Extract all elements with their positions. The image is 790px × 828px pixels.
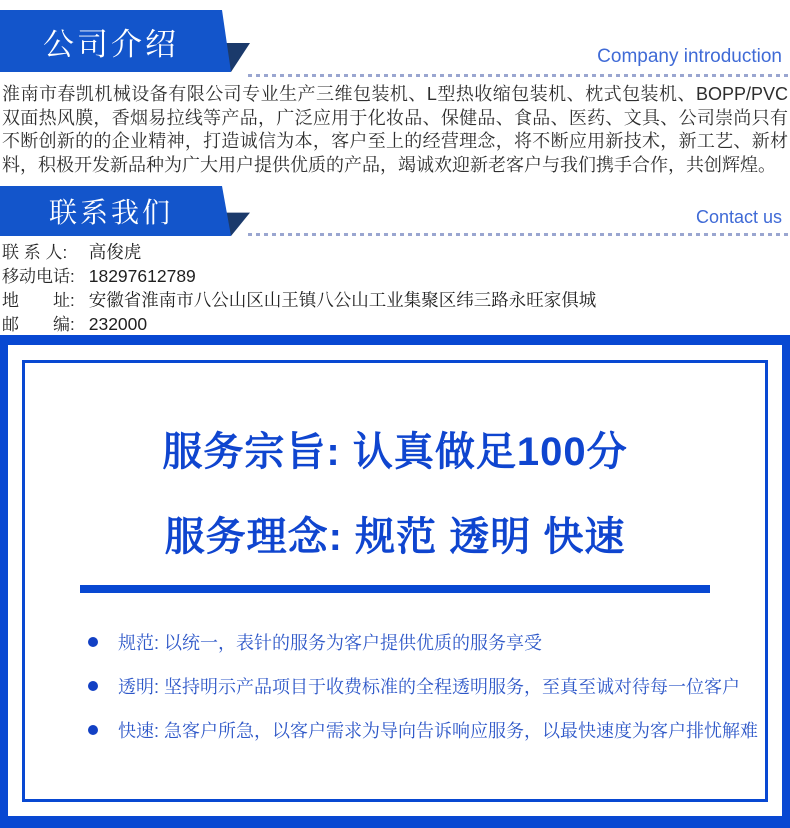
service-bullet-transparent <box>88 674 752 698</box>
bullet-dot-icon <box>88 725 98 735</box>
contact-english-label: Contact us <box>695 207 782 227</box>
postal-code-label: 邮 编: <box>2 315 75 334</box>
service-bullet-standard <box>88 630 752 654</box>
service-promise-box <box>0 335 790 828</box>
service-bullet-text: 快速: 急客户所急，以客户需求为导向告诉响应服务，以最快速度为客户排忧解难 <box>118 721 758 741</box>
contact-person-row <box>2 240 788 264</box>
service-bullet-text: 规范: 以统一，表针的服务为客户提供优质的服务享受 <box>118 633 542 653</box>
service-tenet-headline: 服务宗旨: 认真做足100分 <box>162 430 628 474</box>
service-concept-headline: 服务理念: 规范 透明 快速 <box>164 515 626 559</box>
address-row <box>2 288 788 312</box>
mobile-phone-value: 18297612789 <box>88 266 196 286</box>
contact-person-label: 联 系 人: <box>2 243 68 262</box>
company-banner-title: 公司介绍 <box>43 26 179 62</box>
mobile-phone-label: 移动电话: <box>2 267 75 286</box>
bullet-dot-icon <box>88 681 98 691</box>
contact-person-value: 高俊虎 <box>88 242 142 262</box>
contact-banner-title: 联系我们 <box>48 197 173 228</box>
company-description-paragraph: 淮南市春凯机械设备有限公司专业生产三维包装机、L型热收缩包装机、枕式包装机、BOPP/PVC双面热风膜，香烟易拉线等产品，广泛应用于化妆品、保健品、食品、医药、文具、公司崇尚只有不断创新的的企业精神，打造诚信为本，客户至上的经营理念，将不断应用新技术，新工艺、新材料，积极开发新品种为广大用户提供优质的产品，竭诚欢迎新老客户与我们携手合作，共创辉煌。 <box>2 84 788 175</box>
service-divider-bar <box>80 585 710 593</box>
contact-dotted-divider <box>248 233 790 236</box>
address-label: 地 址: <box>2 291 75 310</box>
company-english-label: Company introduction <box>597 46 782 67</box>
company-dotted-divider <box>248 74 790 77</box>
mobile-phone-row <box>2 264 788 288</box>
postal-code-row <box>2 312 788 336</box>
bullet-dot-icon <box>88 637 98 647</box>
service-bullet-text: 透明: 坚持明示产品项目于收费标准的全程透明服务，至真至诚对待每一位客户 <box>118 677 740 697</box>
company-section-banner <box>0 10 256 72</box>
service-bullet-fast <box>88 718 758 742</box>
postal-code-value: 232000 <box>88 314 148 334</box>
address-value: 安徽省淮南市八公山区山王镇八公山工业集聚区纬三路永旺家俱城 <box>88 290 597 310</box>
contact-info-list <box>2 240 788 336</box>
contact-section-banner <box>0 186 256 236</box>
